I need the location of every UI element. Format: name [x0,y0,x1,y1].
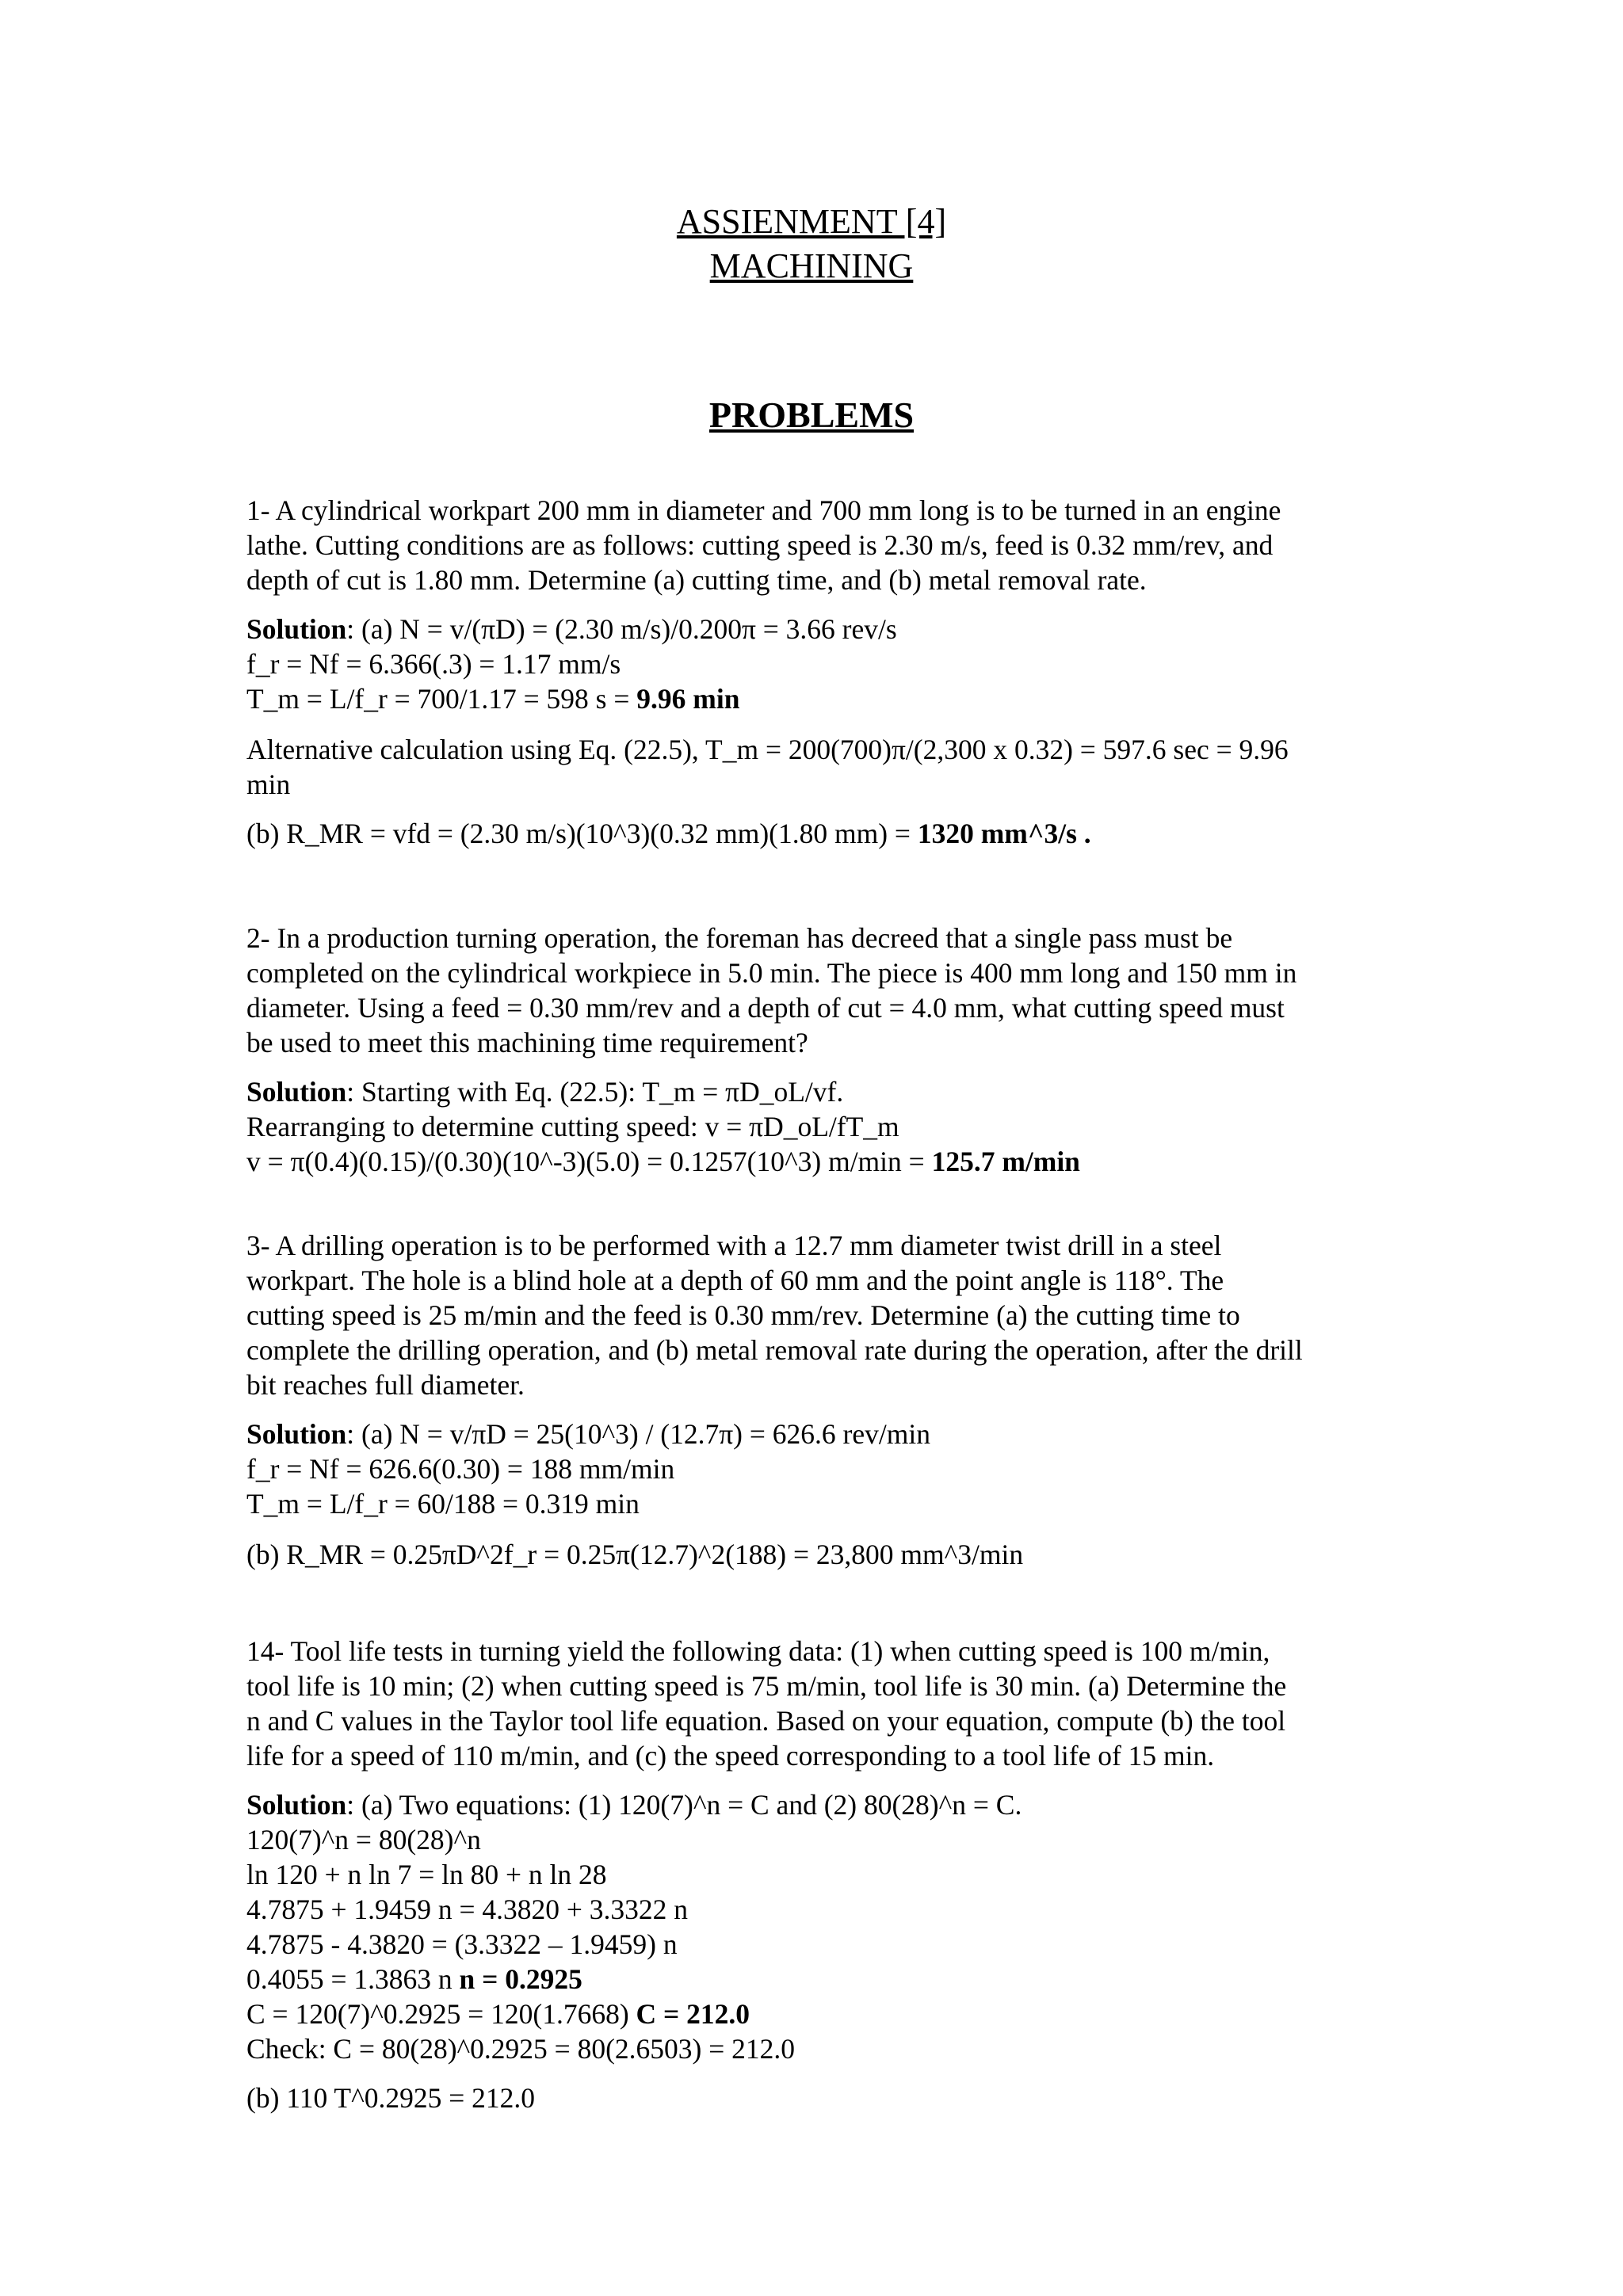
text-line: diameter. Using a feed = 0.30 mm/rev and a depth of cut = 4.0 mm, what cutting speed must [246,992,1285,1024]
solution-text: : (a) N = v/πD = 25(10^3) / (12.7π) = 626.6 rev/min [346,1418,930,1450]
solution-line [246,1417,1388,1451]
solution-line: 4.7875 - 4.3820 = (3.3322 – 1.9459) n [246,1928,678,1960]
solution-line: 4.7875 + 1.9459 n = 4.3820 + 3.3322 n [246,1894,689,1925]
solution-text: 0.4055 = 1.3863 n [246,1963,460,1995]
result-value: 125.7 m/min [931,1146,1080,1177]
solution-label: Solution [246,1076,347,1108]
solution-text: v = π(0.4)(0.15)/(0.30)(10^-3)(5.0) = 0.1257(10^3) m/min = [246,1146,932,1177]
solution-line: Rearranging to determine cutting speed: v = πD_oL/fT_m [246,1111,899,1142]
solution-text: C = 120(7)^0.2925 = 120(1.7668) [246,1998,636,2030]
solution-line: ln 120 + n ln 7 = ln 80 + n ln 28 [246,1859,607,1890]
problem-1-alternative [246,732,1388,802]
solution-line: 120(7)^n = 80(28)^n [246,1824,481,1855]
solution-text: : (a) Two equations: (1) 120(7)^n = C and (2) 80(28)^n = C. [346,1789,1022,1821]
text-line: workpart. The hole is a blind hole at a depth of 60 mm and the point angle is 118°. The [246,1264,1224,1296]
section-heading: PROBLEMS [708,395,915,435]
text-line: 2- In a production turning operation, the foreman has decreed that a single pass must be [246,922,1233,954]
solution-line [246,1787,1388,1822]
solution-label: Solution [246,1789,347,1821]
result-value: 9.96 min [636,683,740,715]
solution-line: Check: C = 80(28)^0.2925 = 80(2.6503) = 212.0 [246,2033,795,2065]
text-line: bit reaches full diameter. [246,1369,525,1401]
text-line: depth of cut is 1.80 mm. Determine (a) cutting time, and (b) metal removal rate. [246,564,1147,596]
text-line: lathe. Cutting conditions are as follows: cutting speed is 2.30 m/s, feed is 0.32 mm/rev, and [246,529,1274,561]
text-line: n and C values in the Taylor tool life equation. Based on your equation, compute (b) the tool [246,1705,1286,1737]
text-line: Alternative calculation using Eq. (22.5), T_m = 200(700)π/(2,300 x 0.32) = 597.6 sec = 9.96 [246,734,1289,765]
problem-1-solution [246,612,1388,716]
solution-line [246,612,1388,646]
solution-line [246,1962,1388,1997]
problem-3-solution [246,1417,1388,1521]
text-line: life for a speed of 110 m/min, and (c) the speed corresponding to a tool life of 15 min. [246,1740,1215,1772]
solution-line [246,1144,1388,1179]
text-line: 1- A cylindrical workpart 200 mm in diameter and 700 mm long is to be turned in an engine [246,494,1281,526]
assignment-title: ASSIENMENT [4] [676,202,947,241]
solution-label: Solution [246,613,347,645]
solution-line [246,816,1388,851]
solution-label: Solution [246,1418,347,1450]
text-line: complete the drilling operation, and (b) metal removal rate during the operation, after the drill [246,1334,1303,1366]
problem-14-statement [246,1634,1388,1773]
text-line: completed on the cylindrical workpiece in 5.0 min. The piece is 400 mm long and 150 mm in [246,957,1297,989]
problem-3-part-b [246,1537,1388,1572]
result-value: n = 0.2925 [459,1963,582,1995]
solution-line: (b) 110 T^0.2925 = 212.0 [246,2082,536,2114]
problem-1-statement [246,493,1388,597]
text-line: 14- Tool life tests in turning yield the following data: (1) when cutting speed is 100 m/min, [246,1635,1270,1667]
solution-line: T_m = L/f_r = 60/188 = 0.319 min [246,1488,640,1520]
solution-line: f_r = Nf = 6.366(.3) = 1.17 mm/s [246,648,621,680]
problem-3-statement [246,1228,1388,1402]
solution-text: : (a) N = v/(πD) = (2.30 m/s)/0.200π = 3.66 rev/s [346,613,897,645]
problem-14-part-b [246,2081,1388,2115]
assignment-subtitle: MACHINING [709,246,914,285]
solution-line [246,681,1388,716]
solution-text: (b) R_MR = vfd = (2.30 m/s)(10^3)(0.32 mm)(1.80 mm) = [246,818,918,849]
problem-1-part-b [246,816,1388,851]
problem-2-statement [246,921,1388,1060]
solution-text: T_m = L/f_r = 700/1.17 = 598 s = [246,683,637,715]
text-line: cutting speed is 25 m/min and the feed is 0.30 mm/rev. Determine (a) the cutting time to [246,1299,1240,1331]
solution-text: : Starting with Eq. (22.5): T_m = πD_oL/vf. [346,1076,844,1108]
result-value: 1320 mm^3/s . [917,818,1091,849]
result-value: C = 212.0 [636,1998,750,2030]
text-line: min [246,769,291,800]
text-line: be used to meet this machining time requirement? [246,1027,808,1058]
text-line: tool life is 10 min; (2) when cutting speed is 75 m/min, tool life is 30 min. (a) Determine the [246,1670,1287,1702]
problem-14-solution [246,1787,1388,2066]
solution-line: f_r = Nf = 626.6(0.30) = 188 mm/min [246,1453,675,1485]
solution-line [246,1074,1388,1109]
solution-line: (b) R_MR = 0.25πD^2f_r = 0.25π(12.7)^2(188) = 23,800 mm^3/min [246,1539,1024,1570]
problem-2-solution [246,1074,1388,1179]
text-line: 3- A drilling operation is to be performed with a 12.7 mm diameter twist drill in a steel [246,1230,1222,1261]
solution-line [246,1997,1388,2031]
